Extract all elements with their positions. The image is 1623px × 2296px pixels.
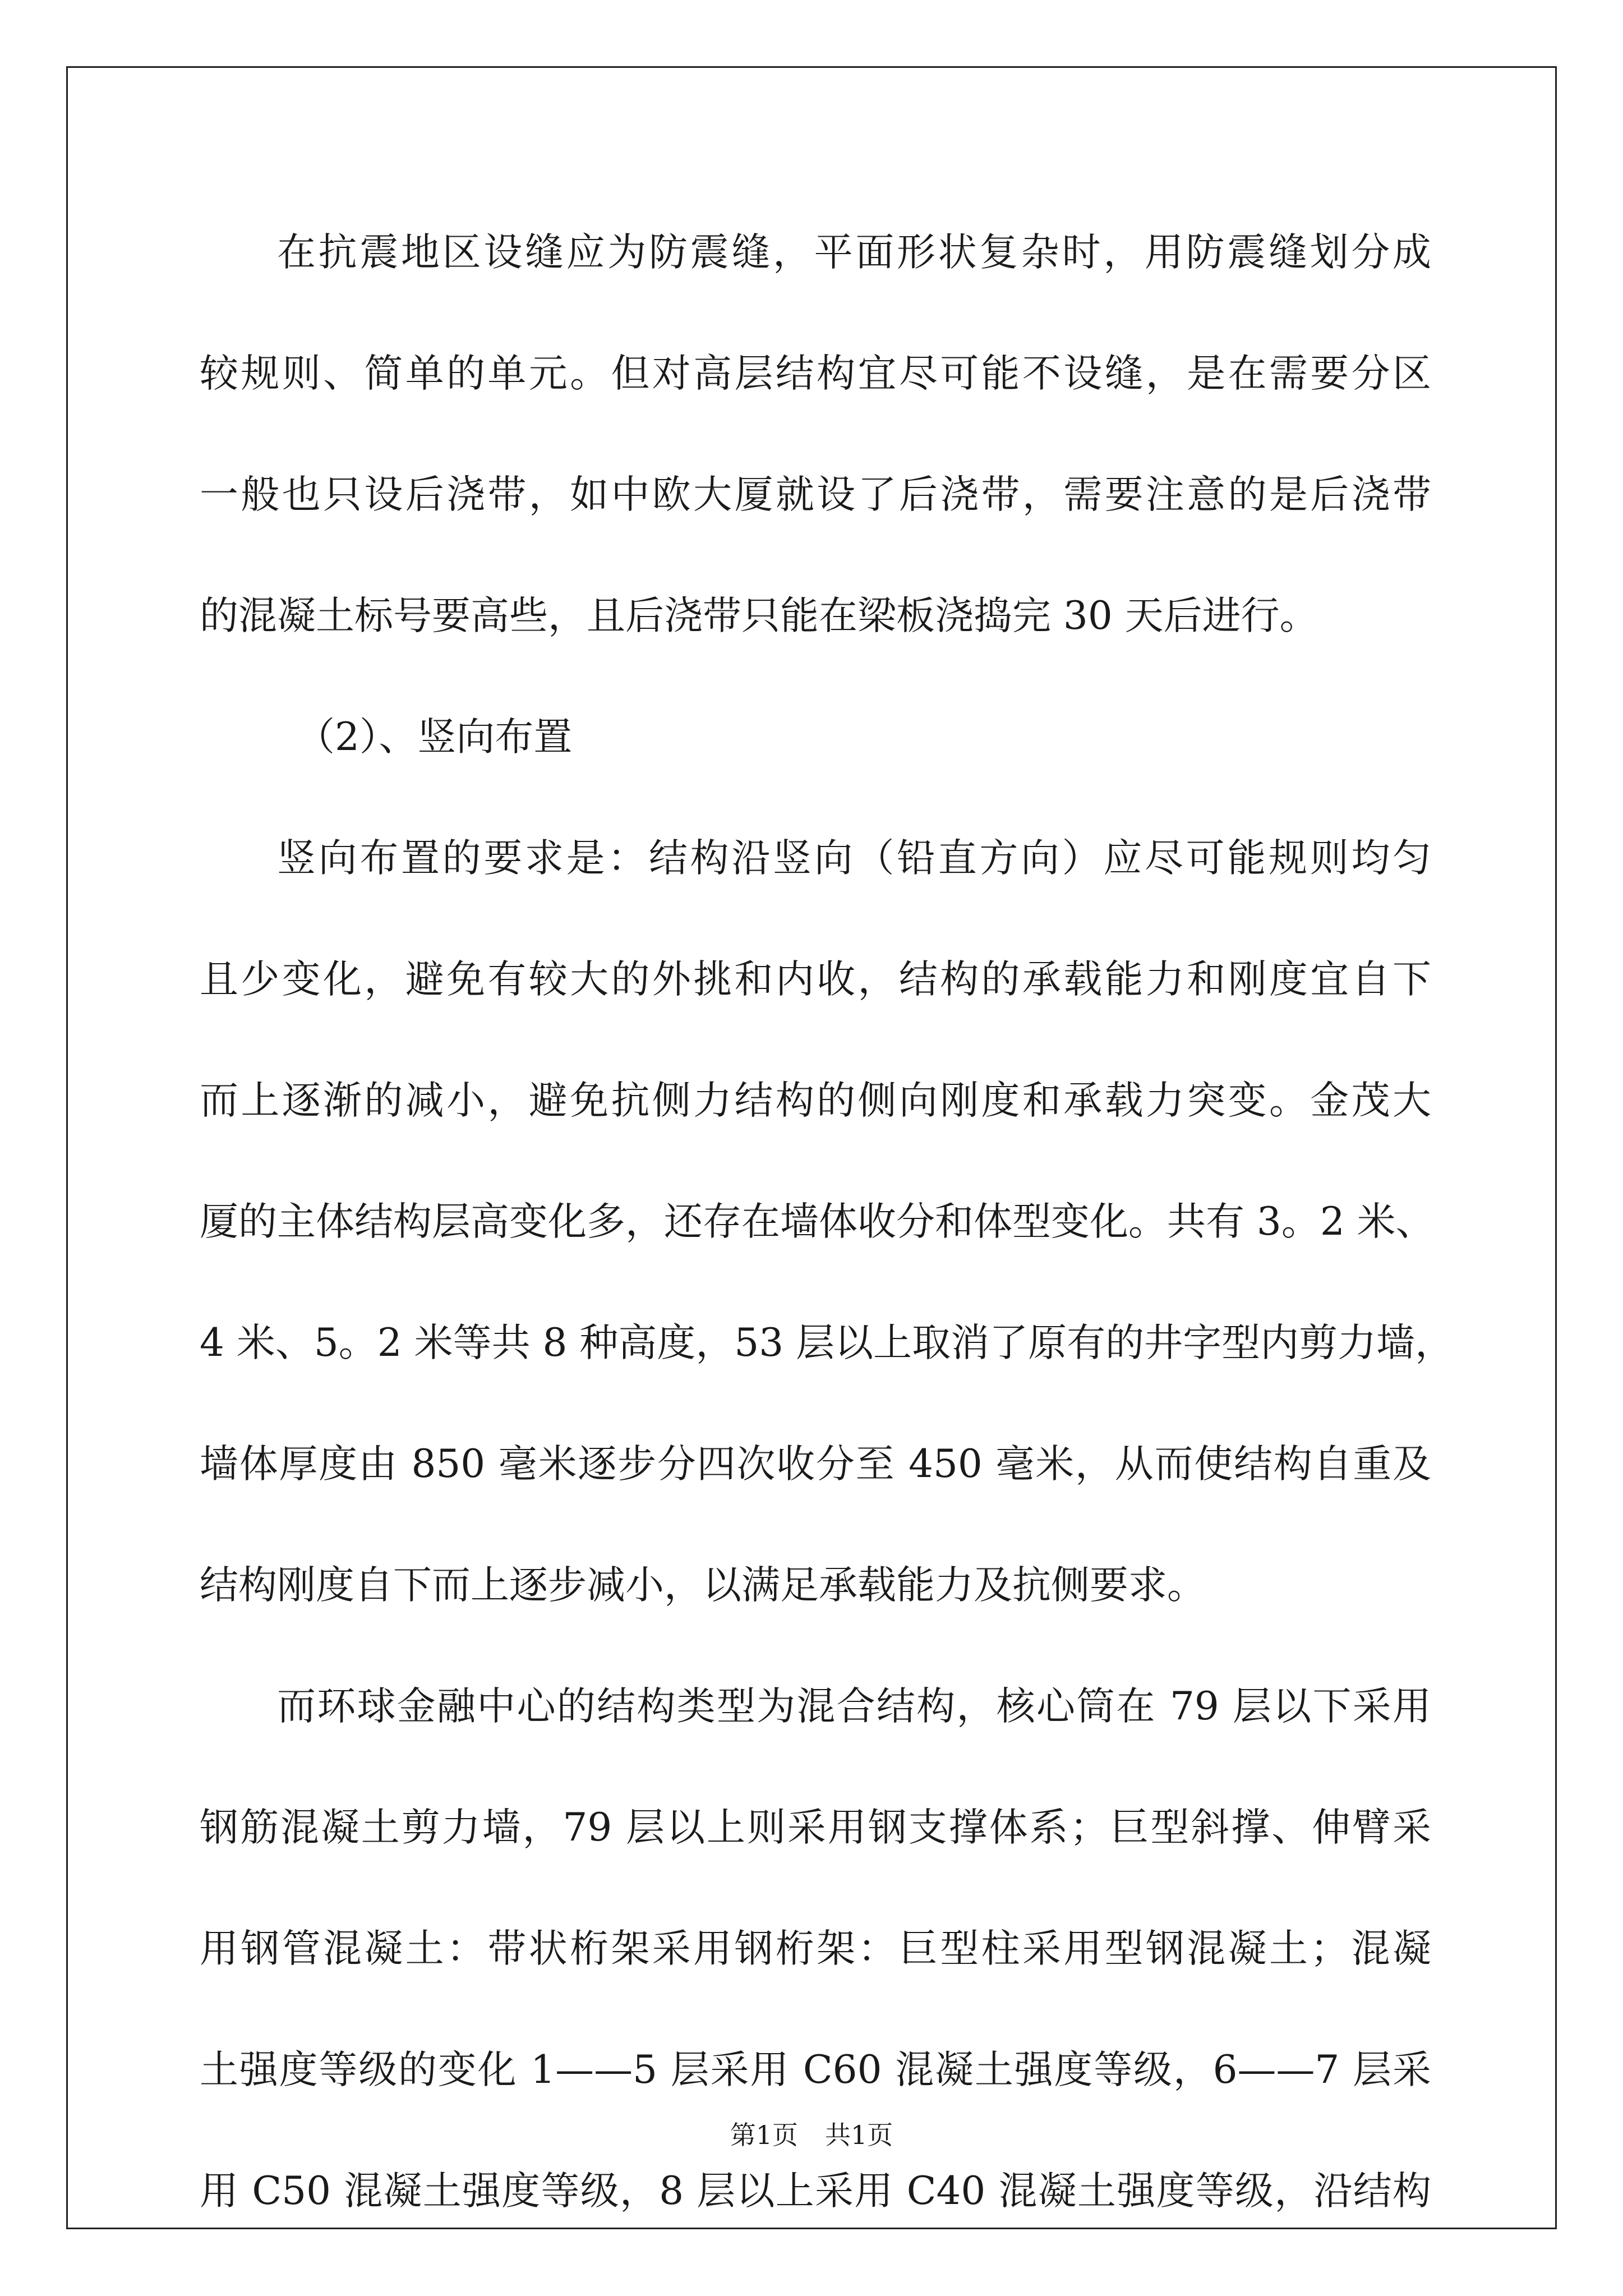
paragraph-seismic-joints (200, 201, 1431, 685)
text-line: 用钢管混凝土：带状桁架采用钢桁架：巨型柱采用型钢混凝土；混凝 (200, 1926, 1431, 1971)
text-line: 用 C50 混凝土强度等级，8 层以上采用 C40 混凝土强度等级，沿结构 (200, 2169, 1431, 2214)
text-line: 竖向布置的要求是：结构沿竖向（铅直方向）应尽可能规则均匀 (277, 836, 1431, 881)
text-line: 墙体厚度由 850 毫米逐步分四次收分至 450 毫米，从而使结构自重及 (200, 1442, 1431, 1487)
text-line: 一般也只设后浇带，如中欧大厦就设了后浇带，需要注意的是后浇带 (200, 472, 1431, 517)
document-body (200, 201, 1454, 2261)
text-line: 厦的主体结构层高变化多，还存在墙体收分和体型变化。共有 3。2 米、 (200, 1199, 1435, 1244)
page-total: 共1页 (825, 2120, 893, 2150)
text-line: 较规则、简单的单元。但对高层结构宜尽可能不设缝，是在需要分区 (200, 351, 1431, 396)
page-footer (0, 2115, 1623, 2152)
page-number: 第1页 (730, 2120, 798, 2150)
text-line: 在抗震地区设缝应为防震缝，平面形状复杂时，用防震缝划分成 (277, 230, 1431, 275)
paragraph-vertical-layout (200, 807, 1454, 1655)
text-line: 的混凝土标号要高些，且后浇带只能在梁板浇捣完 30 天后进行。 (200, 593, 1318, 638)
text-line: 结构刚度自下而上逐步减小，以满足承载能力及抗侧要求。 (200, 1563, 1206, 1608)
section-heading-vertical-layout: （2）、竖向布置 (296, 715, 573, 760)
text-line: 且少变化，避免有较大的外挑和内收，结构的承载能力和刚度宜自下 (200, 957, 1431, 1002)
text-line: 而环球金融中心的结构类型为混合结构，核心筒在 79 层以下采用 (277, 1684, 1431, 1729)
text-line: 钢筋混凝土剪力墙，79 层以上则采用钢支撑体系；巨型斜撑、伸臂采 (200, 1805, 1431, 1850)
text-line: 4 米、5。2 米等共 8 种高度，53 层以上取消了原有的井字型内剪力墙， (200, 1320, 1454, 1365)
text-line: 土强度等级的变化 1——5 层采用 C60 混凝土强度等级，6——7 层采 (200, 2047, 1431, 2092)
paragraph-world-financial-center (200, 1655, 1431, 2261)
text-line: 而上逐渐的减小，避免抗侧力结构的侧向刚度和承载力突变。金茂大 (200, 1078, 1431, 1123)
